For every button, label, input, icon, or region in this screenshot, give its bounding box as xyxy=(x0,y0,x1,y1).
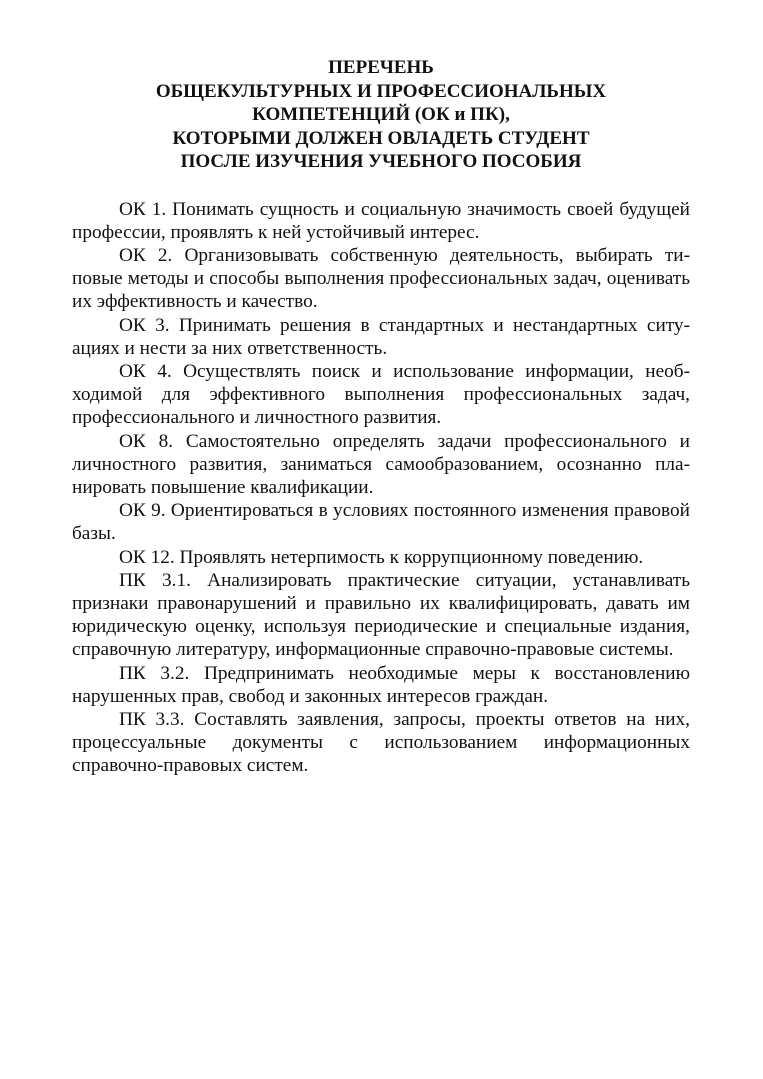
title-line: ОБЩЕКУЛЬТУРНЫХ И ПРОФЕССИОНАЛЬНЫХ xyxy=(155,80,607,102)
competency-ok-8: ОК 8. Самостоятельно определять задачи профессионального и личностного развития, заниматься самообразованием, осознанно планировать повышение квалификации. xyxy=(72,430,690,498)
title-line: КОМПЕТЕНЦИЙ (ОК и ПК), xyxy=(252,104,510,125)
competency-ok-1: ОК 1. Понимать сущность и социальную значимость своей будущей профессии, проявлять к ней устойчивый интерес. xyxy=(72,198,690,243)
competency-ok-2: ОК 2. Организовывать собственную деятельность, выбирать типовые методы и способы выполнения профессиональных задач, оценивать их эффективность и качество. xyxy=(72,244,690,313)
title-line: КОТОРЫМИ ДОЛЖЕН ОВЛАДЕТЬ СТУДЕНТ xyxy=(172,127,590,149)
page-title xyxy=(72,56,690,174)
competency-pk-3-1: ПК 3.1. Анализировать практические ситуации, устанавливать признаки правонарушений и правильно их квалифицировать, давать им юридическую оценку, используя периодические и специальные издания, справочную литературу, информационные справочно-правовые системы. xyxy=(72,569,690,661)
competency-pk-3-2: ПК 3.2. Предпринимать необходимые меры к восстановлению нарушенных прав, свобод и законных интересов граждан. xyxy=(72,662,690,707)
competency-pk-3-3: ПК 3.3. Составлять заявления, запросы, проекты ответов на них, процессуальные документы с использованием информационных справочно-правовых систем. xyxy=(72,708,690,777)
document-page xyxy=(72,56,690,778)
competency-ok-12: ОК 12. Проявлять нетерпимость к коррупционному поведению. xyxy=(119,546,644,568)
competency-ok-9: ОК 9. Ориентироваться в условиях постоянного изменения правовой базы. xyxy=(72,500,690,545)
competency-ok-4: ОК 4. Осуществлять поиск и использование информации, необходимой для эффективного выполнения профессиональных задач, профессионального и личностного развития. xyxy=(72,360,690,429)
competency-ok-3: ОК 3. Принимать решения в стандартных и нестандартных ситуациях и нести за них ответственность. xyxy=(72,314,690,359)
title-line: ПЕРЕЧЕНЬ xyxy=(328,57,434,78)
title-line: ПОСЛЕ ИЗУЧЕНИЯ УЧЕБНОГО ПОСОБИЯ xyxy=(180,151,582,172)
competency-list xyxy=(72,198,690,778)
